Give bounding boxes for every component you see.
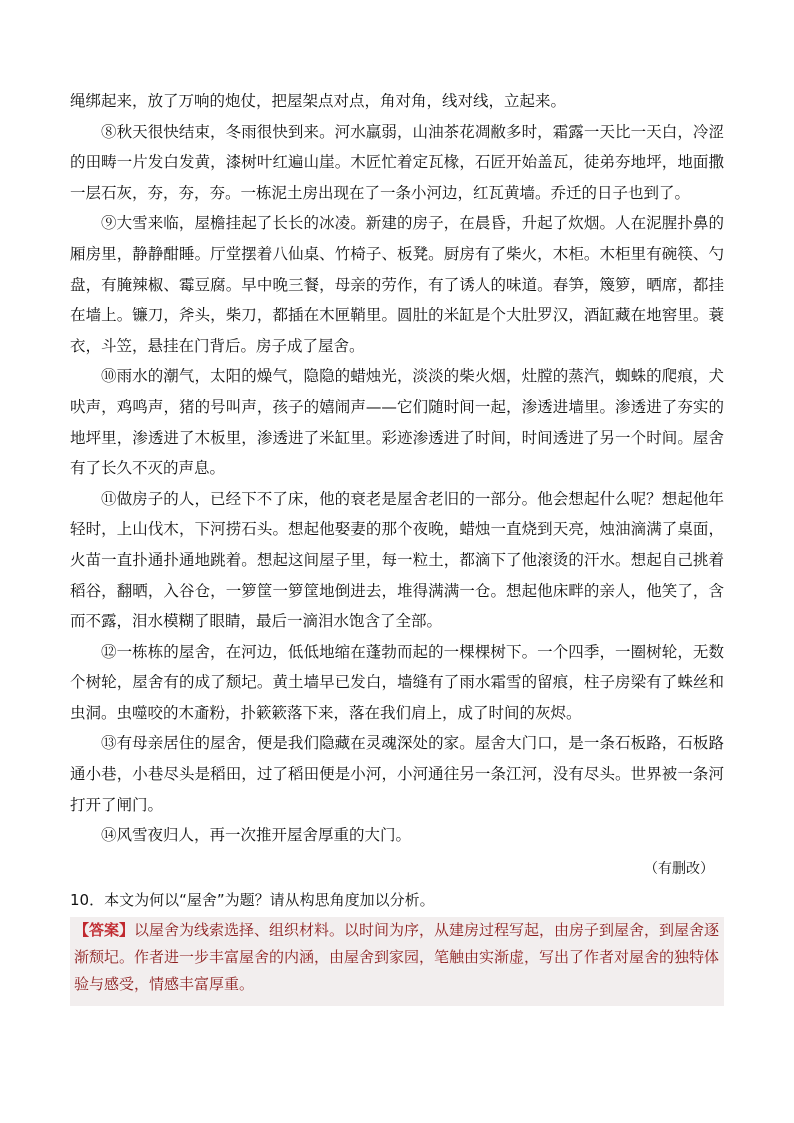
answer-text: 以屋舍为线索选择、组织材料。以时间为序，从建房过程写起，由房子到屋舍，到屋舍逐渐颓圮。作者进一步丰富屋舍的内涵，由屋舍到家园，笔触由实渐虚，写出了作者对屋舍的独特体验与感受，情感丰富厚重。: [74, 920, 720, 993]
paragraph-9: ⑨大雪来临，屋檐挂起了长长的冰凌。新建的房子，在晨昏，升起了炊烟。人在泥腥扑鼻的厢房里，静静酣睡。厅堂摆着八仙桌、竹椅子、板凳。厨房有了柴火，木柜。木柜里有碗筷、勺盘，有腌辣椒、霉豆腐。早中晚三餐，母亲的劳作，有了诱人的味道。春笋，篾箩，晒席，都挂在墙上。镰刀，斧头，柴刀，都插在木匣鞘里。圆肚的米缸是个大肚罗汉，酒缸藏在地窖里。蓑衣，斗笠，悬挂在门背后。房子成了屋舍。: [70, 214, 724, 355]
paragraph-8: ⑧秋天很快结束，冬雨很快到来。河水羸弱，山油茶花凋敝多时，霜露一天比一天白，冷涩的田畴一片发白发黄，漆树叶红遍山崖。木匠忙着定瓦椽，石匠开始盖瓦，徒弟夯地坪，地面撒一层石灰，夯，夯，夯。一栋泥土房出现在了一条小河边，红瓦黄墙。乔迁的日子也到了。: [70, 122, 724, 202]
paragraph-13: ⑬有母亲居住的屋舍，便是我们隐藏在灵魂深处的家。屋舍大门口，是一条石板路，石板路通小巷，小巷尽头是稻田，过了稻田便是小河，小河通往另一条江河，没有尽头。世界被一条河打开了闸门。: [70, 734, 724, 814]
paragraph-14: ⑭风雪夜归人，再一次推开屋舍厚重的大门。: [101, 826, 412, 845]
document-page: [70, 86, 724, 1006]
question-10: 10．本文为何以“屋舍”为题？请从构思角度加以分析。: [70, 890, 435, 909]
answer-box: [70, 917, 724, 1006]
paragraph-12: ⑫一栋栋的屋舍，在河边，低低地缩在蓬勃而起的一棵棵树下。一个四季，一圈树轮，无数个树轮，屋舍有的成了颓圮。黄土墙早已发白，墙缝有了雨水霜雪的留痕，柱子房梁有了蛛丝和虫洞。虫噬咬的木齑粉，扑簌簌落下来，落在我们肩上，成了时间的灰烬。: [70, 642, 724, 722]
paragraph-continuation: 绳绑起来，放了万响的炮仗，把屋架点对点，角对角，线对线，立起来。: [70, 92, 567, 110]
paragraph-11: ⑪做房子的人，已经下不了床，他的衰老是屋舍老旧的一部分。他会想起什么呢？想起他年轻时，上山伐木，下河捞石头。想起他娶妻的那个夜晚，蜡烛一直烧到天亮，烛油滴满了桌面，火苗一直扑通扑通地跳着。想起这间屋子里，每一粒土，都滴下了他滚烫的汗水。想起自己挑着稻谷，翻晒，入谷仓，一箩筐一箩筐地倒进去，堆得满满一仓。想起他床畔的亲人，他笑了，含而不露，泪水模糊了眼睛，最后一滴泪水饱含了全部。: [70, 489, 724, 631]
source-note: （有删改）: [644, 860, 714, 877]
paragraph-10: ⑩雨水的潮气，太阳的燥气，隐隐的蜡烛光，淡淡的柴火烟，灶膛的蒸汽，蜘蛛的爬痕，犬吠声，鸡鸣声，猪的号叫声，孩子的嬉闹声——它们随时间一起，渗透进墙里。渗透进了夯实的地坪里，渗透进了木板里，渗透进了米缸里。彩迹渗透进了时间，时间透进了另一个时间。屋舍有了长久不灭的声息。: [70, 367, 724, 478]
answer-tag: 【答案】: [74, 920, 135, 939]
